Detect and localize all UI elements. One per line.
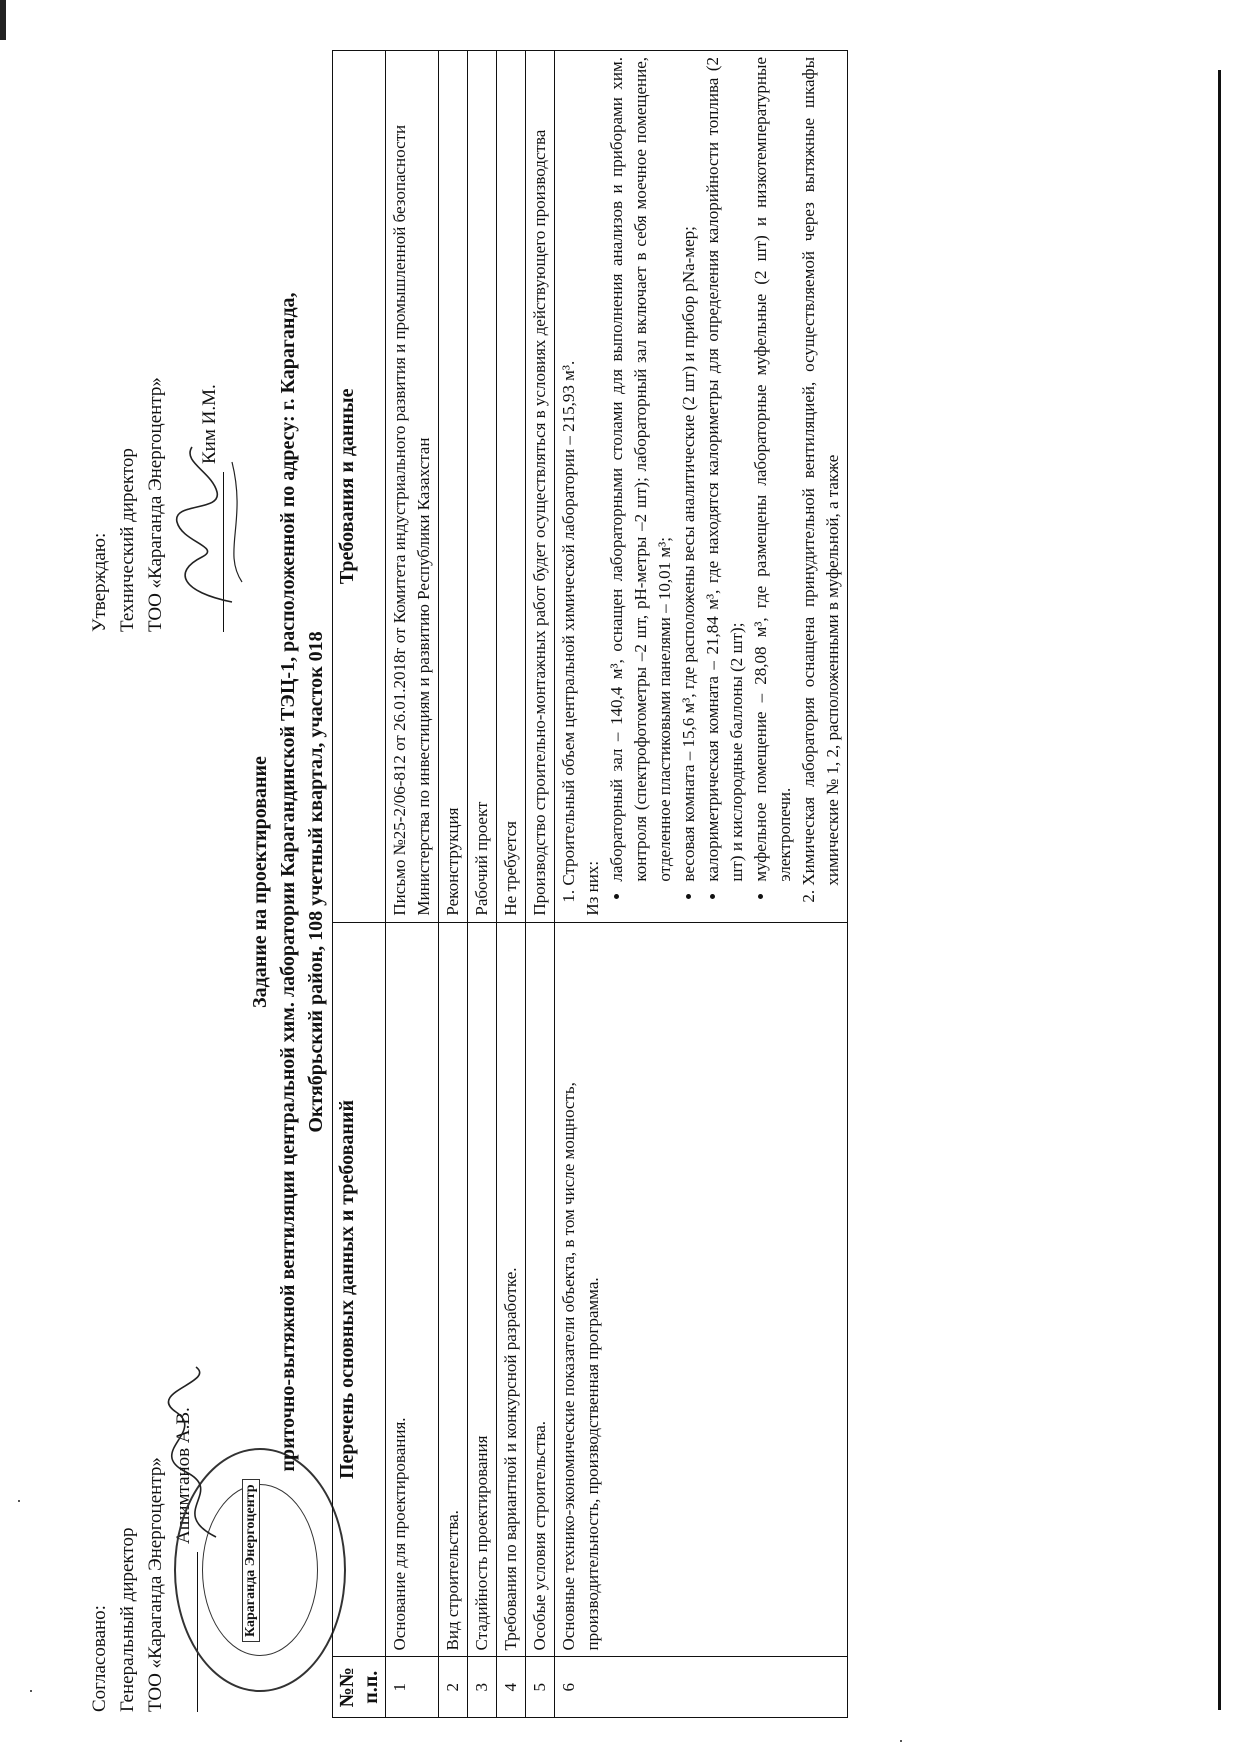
table-header-row <box>333 51 386 1718</box>
approval-approved-heading: Утверждаю: <box>89 532 110 632</box>
approval-approved-position: Технический директор <box>117 448 138 632</box>
row-item: Стадийность проектирования <box>468 922 497 1657</box>
title-line-1: Задание на проектирование <box>249 756 271 1008</box>
requirements-table <box>332 50 848 1718</box>
rotated-page <box>70 32 1200 1732</box>
row-item: Основание для проектирования. <box>386 922 439 1657</box>
indicator-point-1 <box>557 57 581 886</box>
scan-edge-mark <box>0 0 6 40</box>
scan-speck <box>18 1500 20 1502</box>
row-num: 5 <box>526 1657 555 1718</box>
approval-approved <box>86 72 224 632</box>
table-row-indicators <box>555 51 848 1718</box>
row-num: 1 <box>386 1657 439 1718</box>
scan-speck <box>900 1740 902 1742</box>
row-num: 4 <box>497 1657 526 1718</box>
indicators-list <box>557 57 581 916</box>
row-req-indicators <box>555 51 848 923</box>
table-row <box>468 51 497 1718</box>
header-num: №№ п.п. <box>333 1657 386 1718</box>
approval-agreed-company: ТОО «Караганда Энергоцентр» <box>145 1457 166 1712</box>
title-line-2: приточно-вытяжной вентиляции центральной хим. лаборатории Карагандинской ТЭЦ-1, расположенной по адресу: г. Караганда, <box>277 292 299 1472</box>
title-line-3: Октябрьский район, 108 учетный квартал, участок 018 <box>305 631 327 1133</box>
header-list: Перечень основных данных и требований <box>333 922 386 1657</box>
room-lab-hall: • лабораторный зал – 140,4 м³, оснащен лабораторными столами для выполнения анализов и приборами хим. контроля (спектрофотометры –2 шт, pH-метры –2 шт); лабораторный зал включает в себя моечное помещение, отделенное пластиковыми панелями – 10,01 м³; <box>605 57 677 882</box>
indicators-list-continued <box>797 57 845 916</box>
table-row <box>526 51 555 1718</box>
room-calorimetric: • калориметрическая комната – 21,84 м³, где находятся калориметры для определения калорийности топлива (2 шт) и кислородные баллоны (2 шт); <box>701 57 749 882</box>
indicator-from-them: Из них: <box>583 860 602 916</box>
signature-line-right <box>203 472 224 632</box>
table-row <box>497 51 526 1718</box>
stamp-label: Караганда Энергоцентр <box>242 1479 260 1642</box>
row-num: 3 <box>468 1657 497 1718</box>
indicator-volume-total: Строительный объем центральной химической лаборатории – 215,93 м³. <box>559 360 578 886</box>
row-req: Производство строительно-монтажных работ будет осуществляться в условиях действующего производства <box>526 51 555 923</box>
row-req: Письмо №25-2/06-812 от 26.01.2018г от Комитета индустриального развития и промышленной безопасности Министерства по инвестициям и развитию Республики Казахстан <box>386 51 439 923</box>
row-req: Реконструкция <box>439 51 468 923</box>
approval-agreed-position: Генеральный директор <box>117 1527 138 1712</box>
row-req: Рабочий проект <box>468 51 497 923</box>
row-item: Вид строительства. <box>439 922 468 1657</box>
row-num: 2 <box>439 1657 468 1718</box>
scan-border-line <box>1218 70 1221 1710</box>
approval-approved-company: ТОО «Караганда Энергоцентр» <box>145 377 166 632</box>
room-weighing: • весовая комната – 15,6 м³, где расположены весы аналитические (2 шт) и прибор pNa-мер; <box>677 57 701 882</box>
room-muffle: • муфельное помещение – 28,08 м³, где размещены лабораторные муфельные (2 шт) и низкотемпературные электропечи. <box>749 57 797 882</box>
indicator-point-2: 2. Химическая лаборатория оснащена принудительной вентиляцией, осуществляемой через вытяжные шкафы химические № 1, 2, расположенными в муфельной, а также <box>797 57 845 886</box>
row-item: Требования по вариантной и конкурсной разработке. <box>497 922 526 1657</box>
row-item: Особые условия строительства. <box>526 922 555 1657</box>
header-req: Требования и данные <box>333 51 386 923</box>
approval-approved-signer: Ким И.М. <box>199 384 220 464</box>
scan-speck <box>30 1690 32 1692</box>
row-req: Не требуется <box>497 51 526 923</box>
document-title <box>246 32 330 1732</box>
row-num: 6 <box>555 1657 848 1718</box>
table-row <box>439 51 468 1718</box>
approval-agreed-signer: Ашимтанов А.В. <box>173 1407 194 1544</box>
rooms-list <box>605 57 797 916</box>
row-item: Основные технико-экономические показатели объекта, в том числе мощность, производительность, производственная программа. <box>555 922 848 1657</box>
approval-agreed <box>86 1192 198 1712</box>
approval-agreed-heading: Согласовано: <box>89 1605 110 1712</box>
table-row <box>386 51 439 1718</box>
